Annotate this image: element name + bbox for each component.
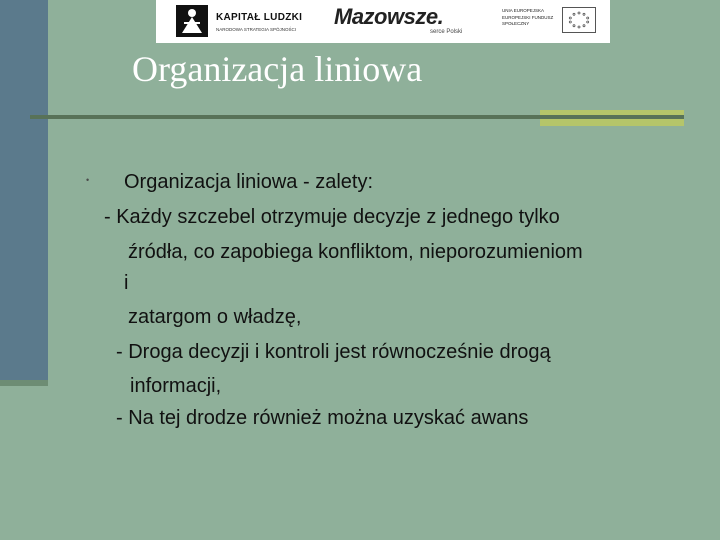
eu-logo-text: UNIA EUROPEJSKA EUROPEJSKI FUNDUSZ SPOŁECZNY (502, 8, 554, 26)
body-line: informacji, (130, 375, 222, 397)
body-line: - Na tej drodze również można uzyskać awans (116, 407, 529, 429)
body-line: źródła, co zapobiega konfliktom, nieporozumieniom (128, 241, 583, 263)
mazowsze-name: Mazowsze. (334, 4, 444, 29)
body-line: - Każdy szczebel otrzymuje decyzje z jednego tylko (104, 206, 560, 228)
body-line: i (124, 272, 129, 294)
body-line: - Droga decyzji i kontroli jest równocześnie drogą (116, 341, 551, 363)
kapital-ludzki-name: KAPITAŁ LUDZKI (216, 12, 303, 23)
mazowsze-tagline: serce Polski (430, 29, 463, 35)
bullet-icon: • (86, 175, 90, 185)
slide-title: Organizacja liniowa (132, 49, 423, 89)
kapital-ludzki-tagline: NARODOWA STRATEGIA SPÓJNOŚCI (216, 27, 297, 32)
body-line: zatargom o władzę, (128, 306, 302, 328)
body-line: Organizacja liniowa - zalety: (124, 171, 373, 193)
